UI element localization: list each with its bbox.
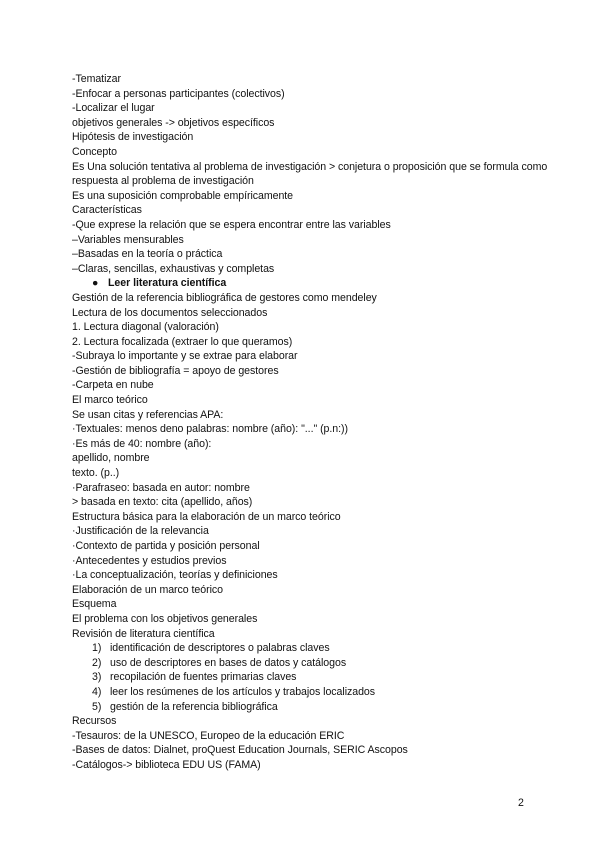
page-number: 2 [518,797,524,809]
text-line: ·Textuales: menos deno palabras: nombre (año): "..." (p.n:)) [72,423,348,436]
numbered-item-text: uso de descriptores en bases de datos y catálogos [110,656,347,669]
text-line: El marco teórico [72,394,148,407]
text-line: Gestión de la referencia bibliográfica de gestores como mendeley [72,291,377,304]
text-line: Revisión de literatura científica [72,627,215,640]
numbered-item [72,670,562,685]
text-line: ·Justificación de la relevancia [72,525,209,538]
text-line: Características [72,204,142,217]
list-number: 3) [92,671,102,684]
text-line: 2. Lectura focalizada (extraer lo que queramos) [72,335,293,348]
text-line: -Bases de datos: Dialnet, proQuest Education Journals, SERIC Ascopos [72,744,408,757]
text-line: Elaboración de un marco teórico [72,583,223,596]
text-line: -Carpeta en nube [72,379,154,392]
numbered-item [72,700,562,715]
text-line: ·Parafraseo: basada en autor: nombre [72,481,250,494]
text-line: texto. (p..) [72,467,120,480]
text-line: 1. Lectura diagonal (valoración) [72,321,219,334]
text-line: Se usan citas y referencias APA: [72,408,224,421]
text-line: –Basadas en la teoría o práctica [72,248,223,261]
numbered-item-text: leer los resúmenes de los artículos y trabajos localizados [110,685,376,698]
text-line: -Gestión de bibliografía = apoyo de gestores [72,364,279,377]
numbered-item [72,641,562,656]
document-body [72,72,562,773]
text-line: -Subraya lo importante y se extrae para elaborar [72,350,298,363]
list-number: 5) [92,700,102,713]
text-line: Es Una solución tentativa al problema de investigación > conjetura o proposición que se formula como respuesta al problema de investigación [72,160,548,188]
text-line: -Que exprese la relación que se espera encontrar entre las variables [72,218,391,231]
list-number: 4) [92,685,102,698]
text-line: apellido, nombre [72,452,150,465]
text-line: -Tematizar [72,73,121,85]
numbered-item-text: gestión de la referencia bibliográfica [110,700,278,713]
text-line: ·Es más de 40: nombre (año): [72,437,212,450]
text-line: Esquema [72,598,117,611]
text-line: -Catálogos-> biblioteca EDU US (FAMA) [72,758,261,771]
numbered-item-text: recopilación de fuentes primarias claves [110,671,297,684]
text-line: > basada en texto: cita (apellido, años) [72,496,253,509]
text-line: Recursos [72,715,117,728]
numbered-item [72,685,562,700]
text-line: El problema con los objetivos generales [72,612,258,625]
text-line: Es una suposición comprobable empíricamente [72,189,294,202]
list-number: 2) [92,656,102,669]
bullet-item [72,276,562,291]
list-number: 1) [92,642,102,655]
numbered-item [72,656,562,671]
text-line: Lectura de los documentos seleccionados [72,306,268,319]
text-line: Estructura básica para la elaboración de un marco teórico [72,510,341,523]
text-line: objetivos generales -> objetivos específicos [72,116,275,129]
text-line: ·Contexto de partida y posición personal [72,540,260,552]
text-line: -Enfocar a personas participantes (colectivos) [72,87,285,100]
text-line: –Claras, sencillas, exhaustivas y completas [72,262,275,275]
text-line: Concepto [72,145,117,158]
bullet-text: Leer literatura científica [108,277,227,290]
text-line: –Variables mensurables [72,233,184,246]
text-line: ·La conceptualización, teorías y definiciones [72,569,278,582]
numbered-item-text: identificación de descriptores o palabras claves [110,642,330,655]
text-line: -Tesauros: de la UNESCO, Europeo de la educación ERIC [72,729,345,742]
text-line: Hipótesis de investigación [72,131,194,144]
text-line: -Localizar el lugar [72,102,155,115]
text-line: ·Antecedentes y estudios previos [72,554,227,567]
bullet-icon: ● [92,277,99,290]
